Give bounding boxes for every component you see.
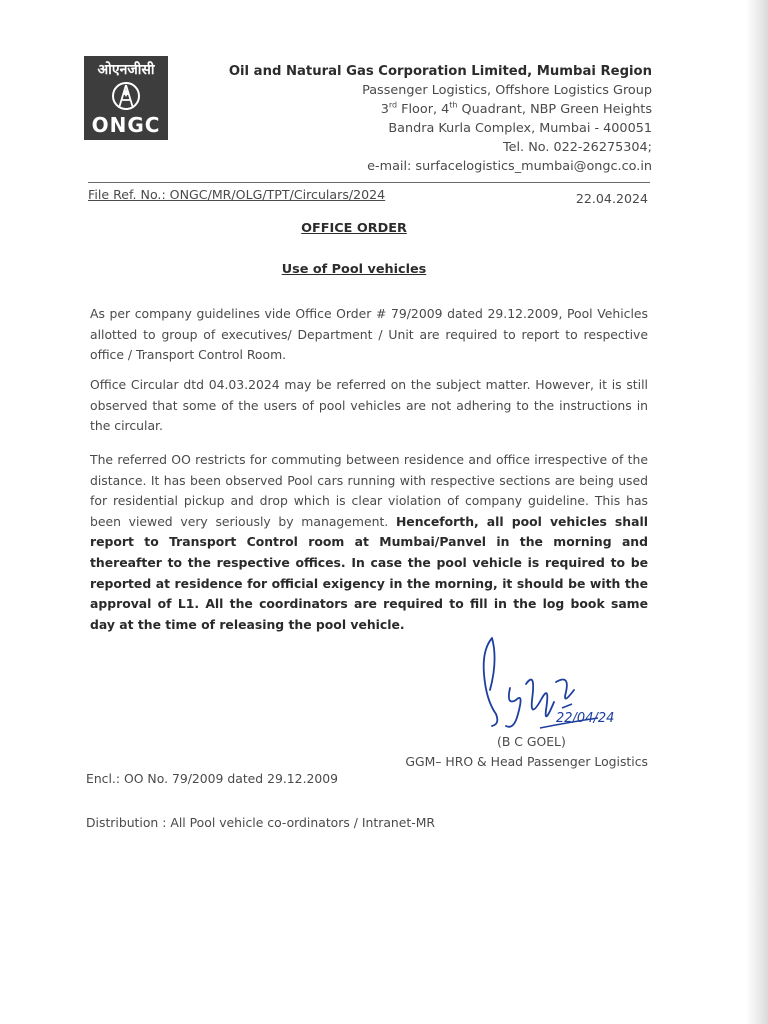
signature-date: 22/04/24 [556,711,615,726]
address-line-2: Bandra Kurla Complex, Mumbai - 400051 [388,121,652,136]
office-order-title: OFFICE ORDER [301,221,407,236]
header-divider [88,182,650,183]
address-line-1: 3rd Floor, 4th Quadrant, NBP Green Heights [380,100,652,117]
document-date: 22.04.2024 [575,191,648,206]
subject-title: Use of Pool vehicles [281,262,427,277]
group-name: Passenger Logistics, Offshore Logistics Group [362,83,652,98]
paragraph-2: Office Circular dtd 04.03.2024 may be referred on the subject matter. However, it is still observed that some of the users of pool vehicles are not adhering to the instructions in the circular. [90,377,648,434]
logo-english-text: ONGC [91,113,161,137]
ongc-emblem-icon [110,80,142,114]
paragraph-1: As per company guidelines vide Office Order # 79/2009 dated 29.12.2009, Pool Vehicles allotted to group of executives/ Department / Unit are required to report to respective office / Transport Control Room. [90,306,648,363]
email-address: e-mail: surfacelogistics_mumbai@ongc.co.in [367,159,652,174]
signatory-designation: GGM– HRO & Head Passenger Logistics [405,754,648,769]
organization-name: Oil and Natural Gas Corporation Limited, Mumbai Region [228,64,652,79]
file-reference: File Ref. No.: ONGC/MR/OLG/TPT/Circulars/2024 [88,187,386,202]
ongc-logo [84,56,168,140]
distribution: Distribution : All Pool vehicle co-ordinators / Intranet-MR [86,815,436,830]
enclosure: Encl.: OO No. 79/2009 dated 29.12.2009 [86,771,339,786]
logo-hindi-text: ओएनजीसी [97,62,155,78]
paragraph-3: The referred OO restricts for commuting between residence and office irrespective of the distance. It has been observed Pool cars running with respective sections are being used for residential pickup and drop which is clear violation of company guideline. This has been viewed very seriously by management. Henceforth, all pool vehicles shall report to Transport Control room at Mumbai/Panvel in the morning and thereafter to the respective offices. In case the pool vehicle is required to be reported at residence for official exigency in the morning, it should be with the approval of L1. All the coordinators are required to fill in the log book same day at the time of releasing the pool vehicle. [90,452,648,632]
scanned-page-edge [746,0,768,1024]
signatory-name: (B C GOEL) [497,734,566,749]
telephone: Tel. No. 022-26275304; [502,140,652,155]
handwritten-signature [470,630,640,740]
organization-header [229,62,652,176]
